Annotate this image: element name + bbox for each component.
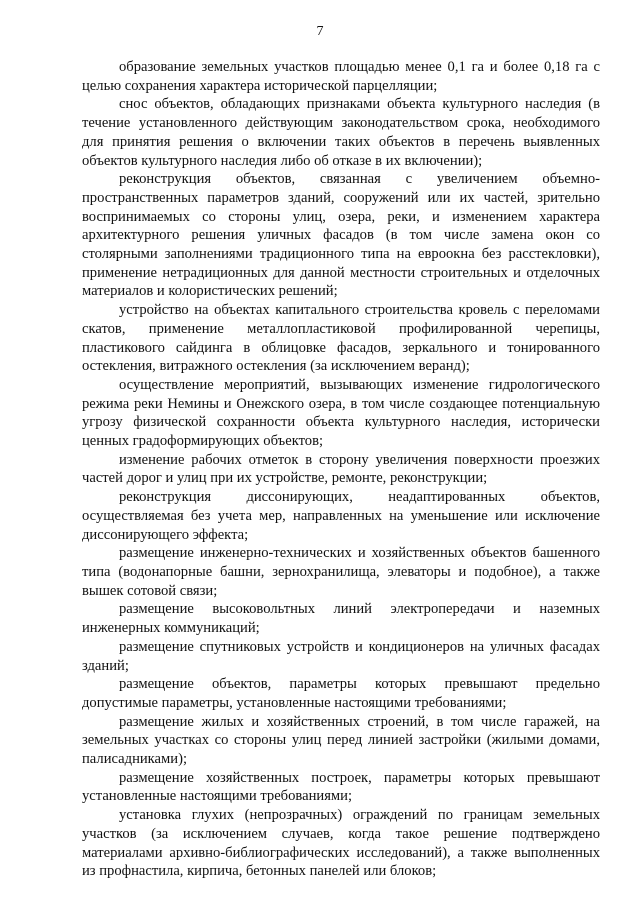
page-number: 7 [316, 24, 324, 39]
paragraph: размещение объектов, параметры которых превышают предельно допустимые параметры, установленные настоящими требованиями; [82, 676, 600, 711]
paragraph: размещение жилых и хозяйственных строений, в том числе гаражей, на земельных участках со стороны улиц перед линией застройки (жилыми домами, палисадниками); [82, 713, 600, 768]
paragraph: размещение хозяйственных построек, параметры которых превышают установленные настоящими требованиями; [82, 769, 600, 805]
body-text [82, 58, 600, 881]
paragraph: осуществление мероприятий, вызывающих изменение гидрологического режима реки Немины и Онежского озера, в том числе создающее потенциальную угрозу физической сохранности объекта культурного наследия, исторически ценных градоформирующих объектов; [82, 376, 600, 450]
paragraph: устройство на объектах капитального строительства кровель с переломами скатов, применение металлопластиковой профилированной черепицы, пластикового сайдинга в облицовке фасадов, зеркального и тонированного остекления, витражного остекления (за исключением веранд); [82, 302, 600, 375]
paragraph: реконструкция диссонирующих, неадаптированных объектов, осуществляемая без учета мер, направленных на уменьшение или исключение диссонирующего эффекта; [82, 489, 600, 543]
paragraph: реконструкция объектов, связанная с увеличением объемно-пространственных параметров зданий, сооружений или их частей, зрительно воспринимаемых со стороны улиц, озера, реки, и изменением характера архитектурного решения уличных фасадов (в том числе замена окон со столярными заполнениями традиционного типа на евроокна без расстекловки), применение нетрадиционных для данной местности строительных и отделочных материалов и колористических решений; [82, 171, 600, 300]
paragraph: размещение спутниковых устройств и кондиционеров на уличных фасадах зданий; [82, 638, 600, 674]
paragraph: установка глухих (непрозрачных) ограждений по границам земельных участков (за исключением случаев, когда такое решение подтверждено материалами архивно-библиографических исследований), а также выполненных из профнастила, кирпича, бетонных панелей или блоков; [82, 807, 600, 880]
paragraph: образование земельных участков площадью менее 0,1 га и более 0,18 га с целью сохранения характера исторической парцелляции; [82, 59, 600, 94]
paragraph: размещение высоковольтных линий электропередачи и наземных инженерных коммуникаций; [82, 601, 600, 637]
paragraph: снос объектов, обладающих признаками объекта культурного наследия (в течение установленного действующим законодательством срока, необходимого для принятия решения о включении таких объектов в перечень выявленных объектов культурного наследия либо об отказе в их включении); [82, 96, 600, 169]
paragraph: размещение инженерно-технических и хозяйственных объектов башенного типа (водонапорные башни, зернохранилища, элеваторы и подобное), а также вышек сотовой связи; [82, 545, 600, 599]
paragraph: изменение рабочих отметок в сторону увеличения поверхности проезжих частей дорог и улиц при их устройстве, ремонте, реконструкции; [82, 451, 600, 487]
